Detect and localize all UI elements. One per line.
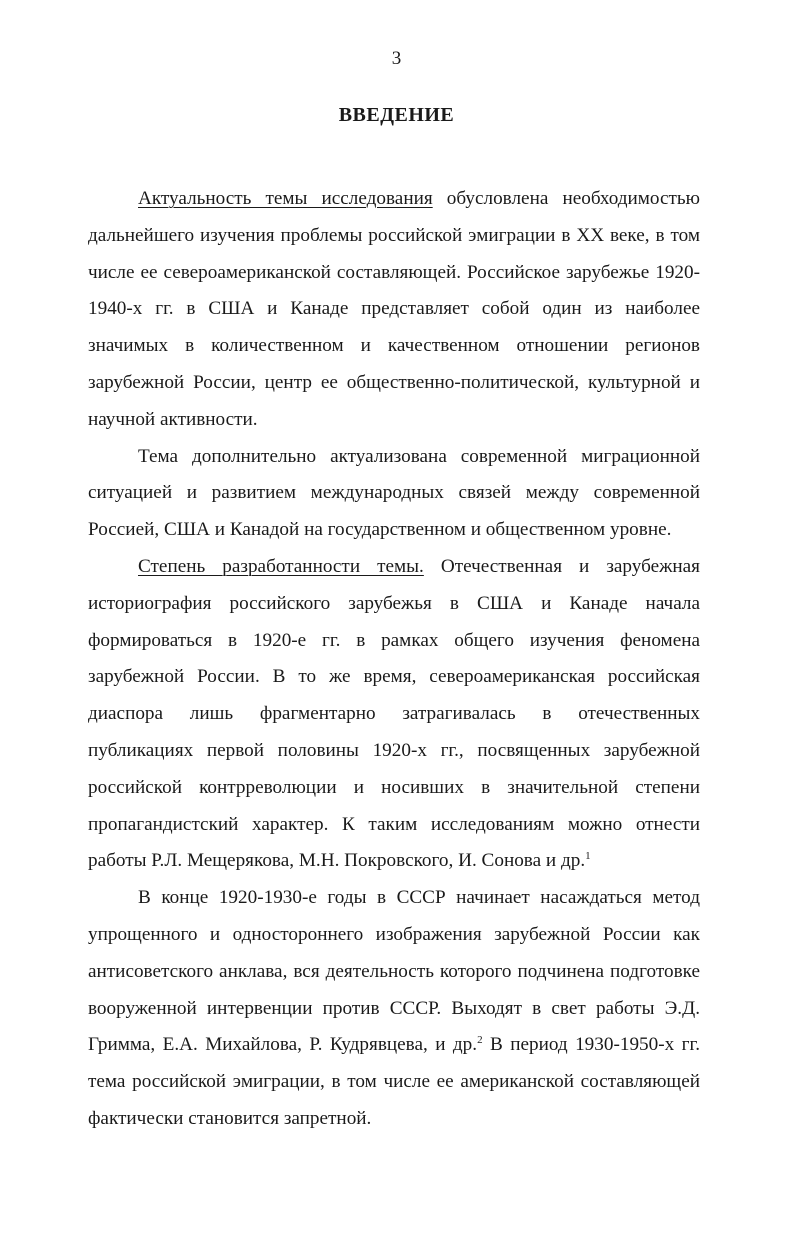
soviet-period-text-a: В конце 1920-1930-е годы в СССР начинает насаждаться метод упрощенного и одностороннего изображения зарубежной России как антисоветского анклава, вся деятельность которого подчинена подготовке вооруженной интервенции против СССР. Выходят в свет работы Э.Д. Гримма, Е.А. Михайлова, Р. Кудрявцева, и др. [88,887,700,1056]
paragraph-actualization [88,439,700,549]
actualization-text: Тема дополнительно актуализована современной миграционной ситуацией и развитием международных связей между современной Россией, США и Канадой на государственном и общественном уровне. [88,445,700,541]
soviet-period-text-b: В период 1930-1950-х гг. тема российской эмиграции, в том числе ее американской составляющей фактически становится запретной. [88,1034,701,1129]
footnote-marker-1: 1 [585,850,591,863]
body-text [88,181,700,1138]
relevance-lead: Актуальность темы исследования [138,188,433,209]
historiography-lead: Степень разработанности темы. [138,555,424,577]
relevance-text: обусловлена необходимостью дальнейшего изучения проблемы российской эмиграции в XX веке, в том числе ее североамериканской составляющей. Российское зарубежье 1920-1940-х гг. в США и Канаде представляет собой один из наиболее значимых в количественном и качественном отношении регионов зарубежной России, центр ее общественно-политической, культурной и научной активности. [88,188,700,430]
historiography-text: Отечественная и зарубежная историография российского зарубежья в США и Канаде начала формироваться в 1920-е гг. в рамках общего изучения феномена зарубежной России. В то же время, североамериканская российская диаспора лишь фрагментарно затрагивалась в отечественных публикациях первой половины 1920-х гг., посвященных зарубежной российской контрреволюции и носивших в значительной степени пропагандистский характер. К таким исследованиям можно отнести работы Р.Л. Мещерякова, М.Н. Покровского, И. Сонова и др. [88,555,700,872]
section-heading: ВВЕДЕНИЕ [338,104,455,126]
page-number: 3 [391,48,402,69]
footnote-marker-2: 2 [477,1034,483,1047]
paragraph-historiography [88,549,700,880]
paragraph-relevance [88,181,700,439]
paragraph-soviet-period [88,880,700,1138]
